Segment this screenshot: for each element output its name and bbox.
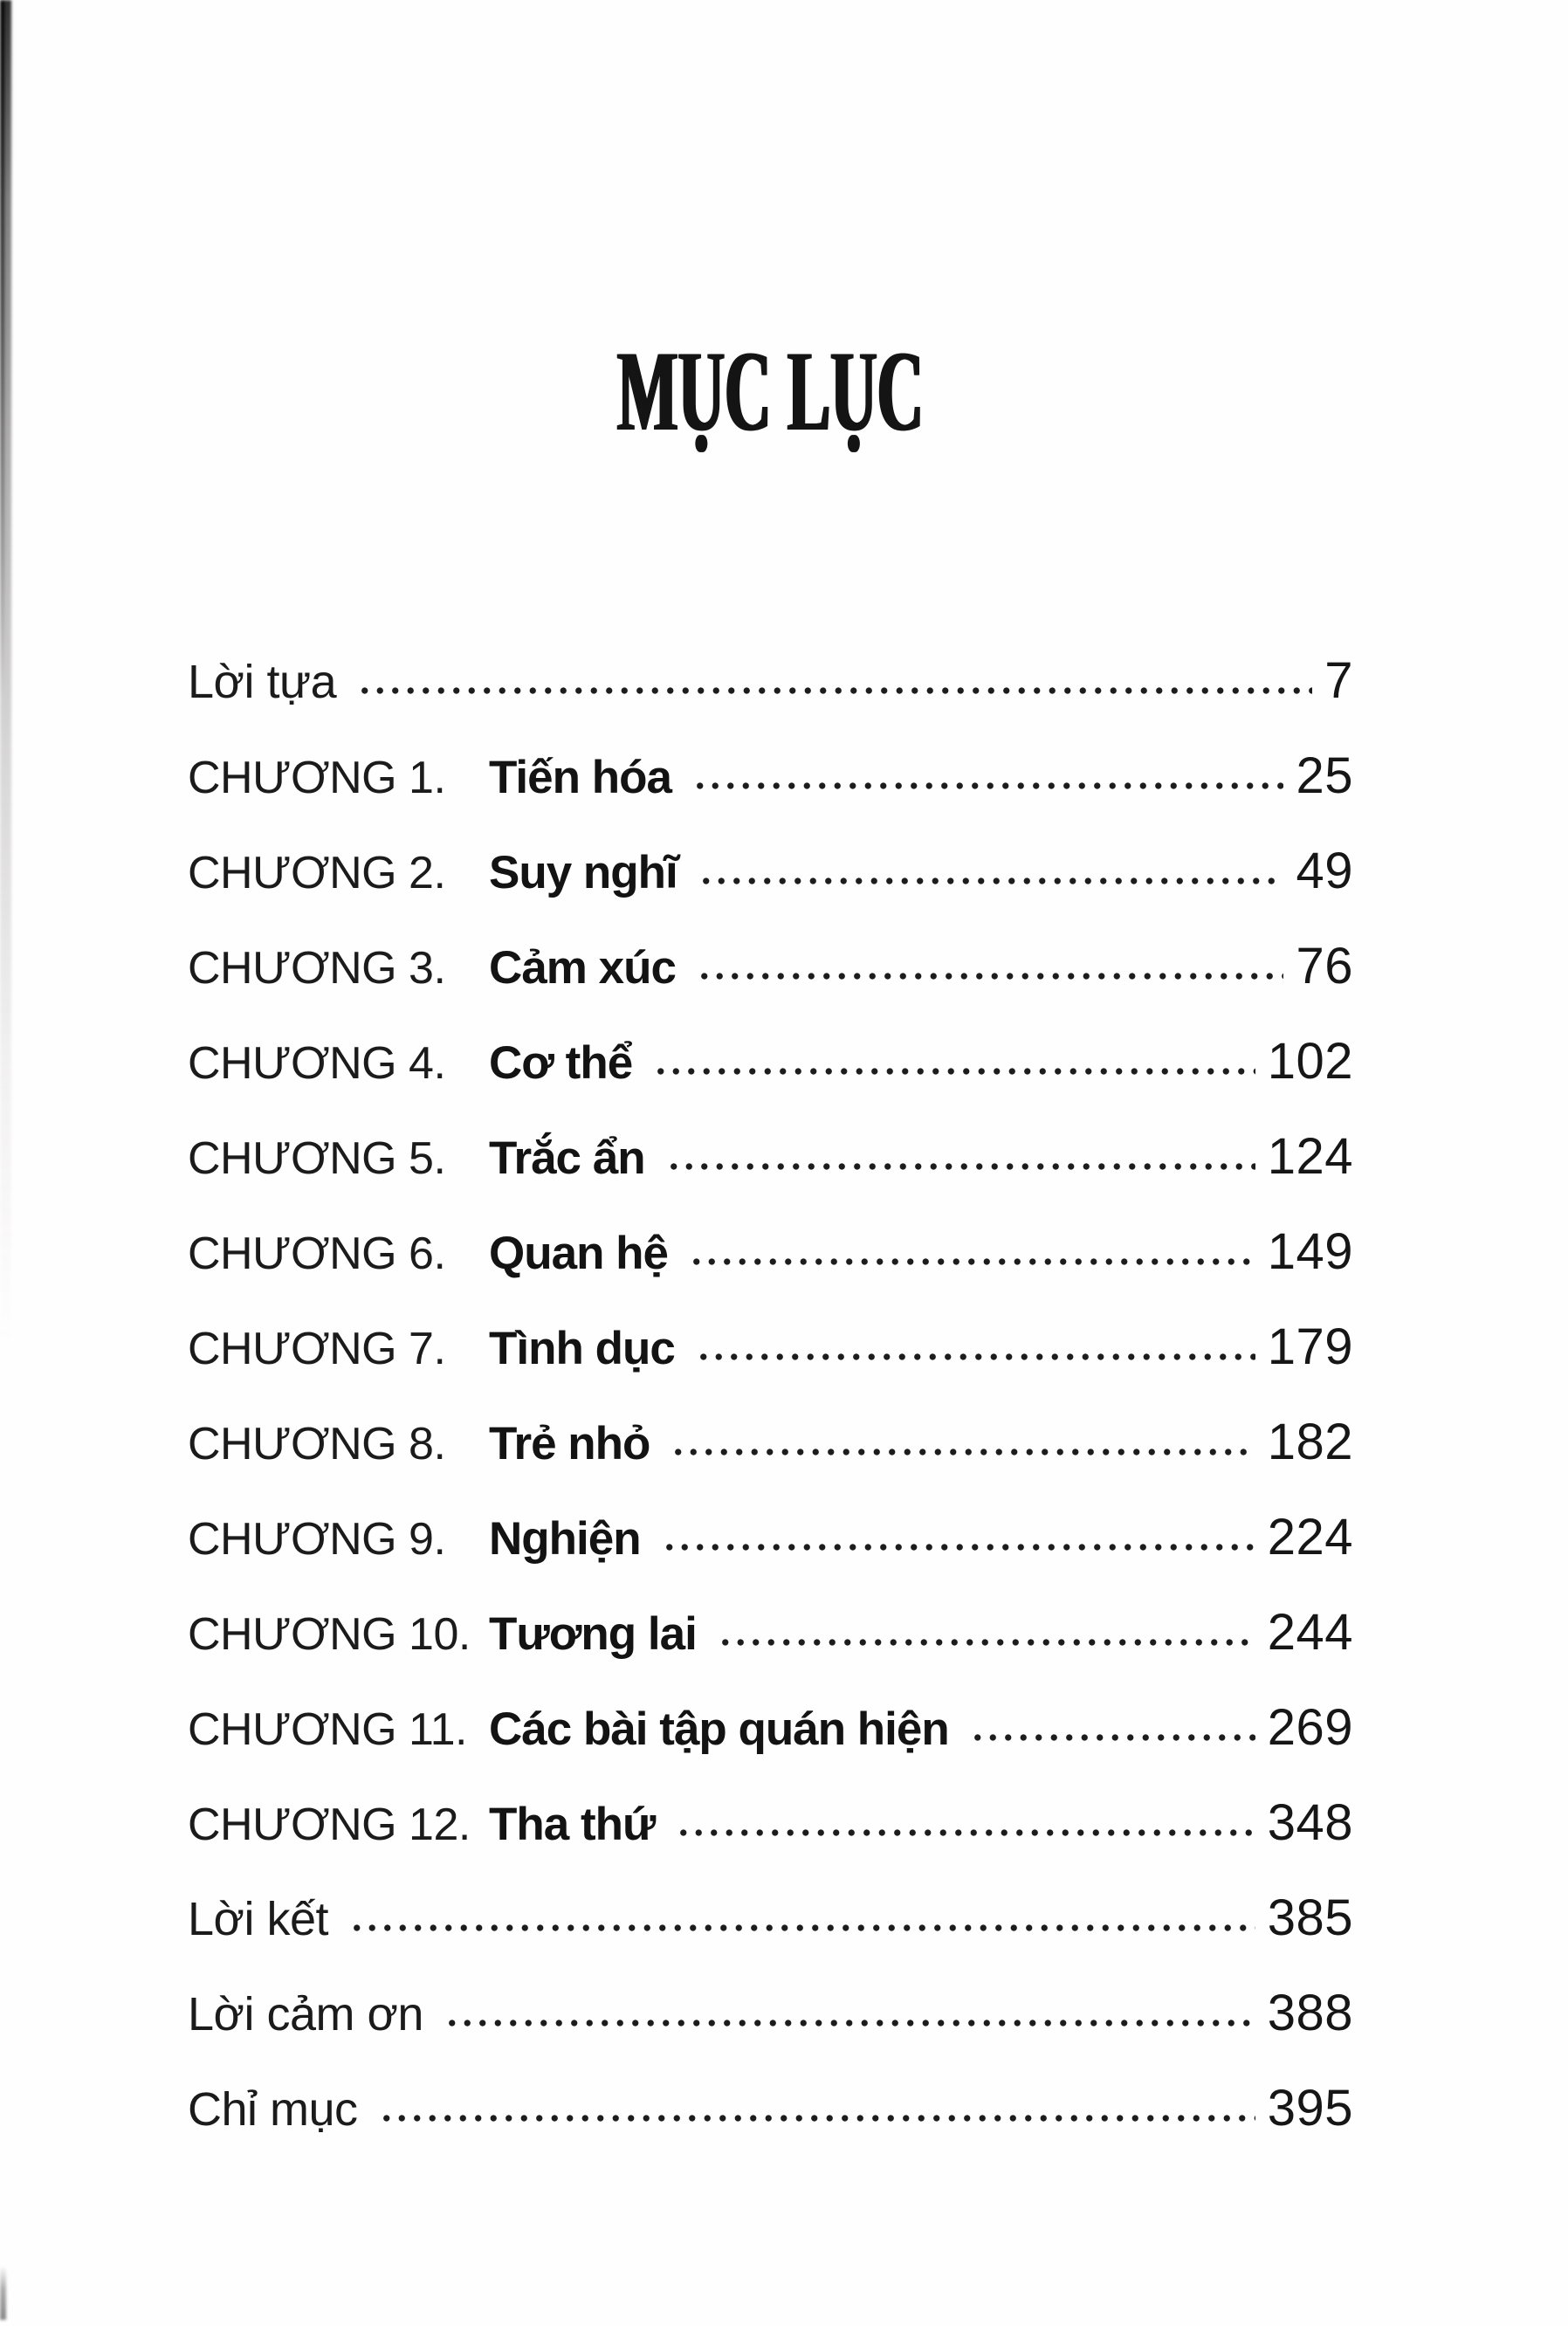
toc-entry-page: 388 bbox=[1267, 1985, 1353, 2041]
toc-entry-page: 179 bbox=[1267, 1318, 1353, 1375]
dot-leader bbox=[692, 782, 1284, 789]
table-of-contents bbox=[188, 638, 1353, 2161]
toc-row-index bbox=[188, 2066, 1353, 2161]
dot-leader bbox=[718, 1639, 1255, 1646]
toc-entry-label: CHƯƠNG 10. bbox=[188, 1609, 471, 1660]
toc-entry-label: Lời kết bbox=[188, 1893, 328, 1945]
toc-entry-label: CHƯƠNG 7. bbox=[188, 1324, 446, 1374]
toc-entry-page: 76 bbox=[1296, 938, 1353, 994]
dot-leader bbox=[697, 973, 1284, 980]
dot-leader bbox=[698, 877, 1284, 884]
dot-leader bbox=[444, 2020, 1255, 2027]
toc-row-chapter-11 bbox=[188, 1685, 1353, 1780]
toc-entry-title: Trẻ nhỏ bbox=[489, 1418, 650, 1469]
toc-row-chapter-10 bbox=[188, 1590, 1353, 1685]
toc-row-chapter-2 bbox=[188, 829, 1353, 924]
toc-row-chapter-7 bbox=[188, 1304, 1353, 1400]
toc-entry-page: 182 bbox=[1267, 1414, 1353, 1470]
dot-leader bbox=[349, 1924, 1255, 1931]
toc-entry-label: CHƯƠNG 5. bbox=[188, 1133, 446, 1184]
dot-leader bbox=[970, 1734, 1255, 1741]
toc-row-chapter-6 bbox=[188, 1209, 1353, 1304]
scan-edge-artifact bbox=[0, 0, 11, 1345]
toc-entry-title: Tương lai bbox=[489, 1608, 697, 1660]
toc-entry-page: 244 bbox=[1267, 1604, 1353, 1661]
toc-entry-title: Tha thứ bbox=[489, 1799, 656, 1850]
toc-entry-title: Cảm xúc bbox=[489, 942, 676, 994]
toc-entry-label: Chỉ mục bbox=[188, 2083, 358, 2136]
toc-entry-label: CHƯƠNG 1. bbox=[188, 753, 446, 803]
toc-entry-label: CHƯƠNG 6. bbox=[188, 1228, 446, 1279]
toc-row-chapter-3 bbox=[188, 924, 1353, 1019]
dot-leader bbox=[666, 1163, 1255, 1170]
toc-entry-title: Cơ thể bbox=[489, 1037, 633, 1089]
toc-entry-page: 385 bbox=[1267, 1889, 1353, 1946]
toc-entry-title: Tình dục bbox=[489, 1323, 675, 1374]
title-area bbox=[188, 325, 1353, 458]
dot-leader bbox=[689, 1258, 1255, 1265]
toc-row-epilogue bbox=[188, 1875, 1353, 1971]
toc-entry-title: Trắc ẩn bbox=[489, 1132, 645, 1184]
dot-leader bbox=[676, 1829, 1255, 1836]
toc-entry-title: Nghiện bbox=[489, 1513, 641, 1565]
toc-entry-label: CHƯƠNG 9. bbox=[188, 1514, 446, 1565]
toc-entry-label: Lời tựa bbox=[188, 656, 337, 708]
dot-leader bbox=[671, 1449, 1255, 1455]
toc-row-chapter-5 bbox=[188, 1114, 1353, 1209]
toc-entry-page: 395 bbox=[1267, 2080, 1353, 2137]
toc-row-preface bbox=[188, 638, 1353, 733]
toc-entry-label: Lời cảm ơn bbox=[188, 1988, 423, 2040]
toc-row-chapter-4 bbox=[188, 1019, 1353, 1114]
toc-entry-page: 102 bbox=[1267, 1033, 1353, 1090]
toc-entry-label: CHƯƠNG 11. bbox=[188, 1704, 467, 1755]
toc-entry-title: Quan hệ bbox=[489, 1228, 669, 1279]
scan-smudge-artifact bbox=[0, 2266, 6, 2320]
toc-entry-label: CHƯƠNG 4. bbox=[188, 1038, 446, 1089]
toc-row-chapter-9 bbox=[188, 1495, 1353, 1590]
toc-entry-label: CHƯƠNG 3. bbox=[188, 943, 446, 994]
toc-entry-page: 269 bbox=[1267, 1699, 1353, 1756]
toc-entry-label: CHƯƠNG 8. bbox=[188, 1419, 446, 1469]
toc-entry-page: 149 bbox=[1267, 1223, 1353, 1280]
toc-entry-page: 124 bbox=[1267, 1128, 1353, 1185]
toc-entry-label: CHƯƠNG 12. bbox=[188, 1800, 471, 1850]
toc-entry-title: Các bài tập quán hiện bbox=[489, 1703, 949, 1755]
dot-leader bbox=[357, 687, 1312, 694]
page-title: MỤC LỤC bbox=[616, 327, 925, 455]
toc-entry-title: Suy nghĩ bbox=[489, 847, 677, 898]
toc-row-acknowledgements bbox=[188, 1971, 1353, 2066]
dot-leader bbox=[653, 1068, 1255, 1075]
dot-leader bbox=[662, 1544, 1255, 1551]
dot-leader bbox=[696, 1353, 1255, 1360]
toc-entry-page: 25 bbox=[1296, 747, 1353, 804]
toc-row-chapter-1 bbox=[188, 733, 1353, 829]
toc-row-chapter-8 bbox=[188, 1400, 1353, 1495]
toc-entry-page: 49 bbox=[1296, 843, 1353, 899]
toc-row-chapter-12 bbox=[188, 1780, 1353, 1875]
toc-entry-page: 224 bbox=[1267, 1509, 1353, 1566]
toc-entry-label: CHƯƠNG 2. bbox=[188, 848, 446, 898]
toc-entry-title: Tiến hóa bbox=[489, 752, 671, 803]
dot-leader bbox=[379, 2115, 1255, 2122]
toc-entry-page: 348 bbox=[1267, 1794, 1353, 1851]
toc-entry-page: 7 bbox=[1324, 652, 1353, 709]
